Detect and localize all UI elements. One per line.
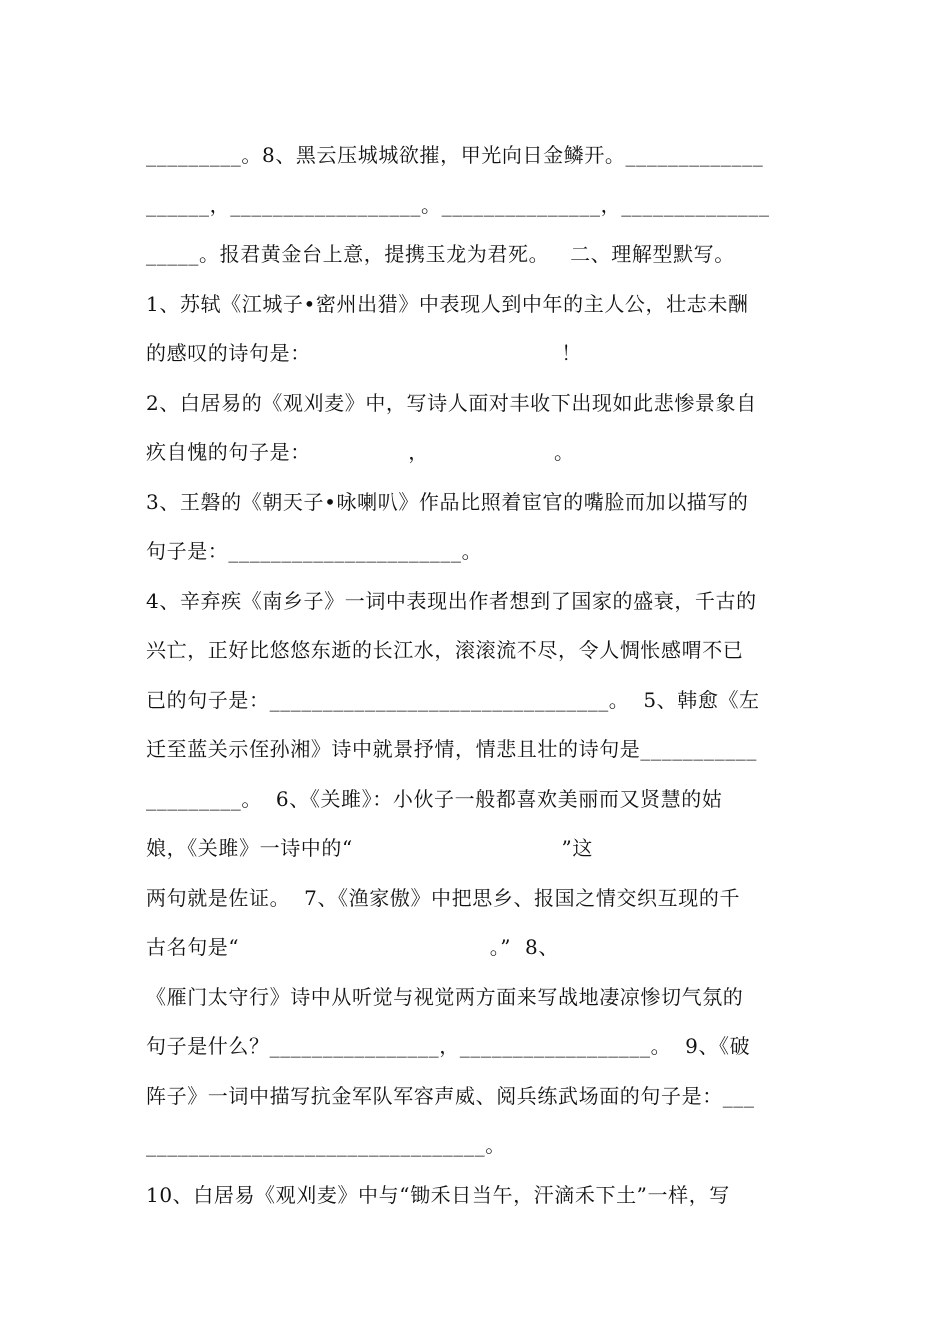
text-line: 古名句是“ 。” 8、 [146,935,559,959]
text-line: 已的句子是：________________________________。 5、韩愈《左 [146,688,760,712]
text-line: ______，__________________。_______________，______________ [146,193,770,217]
text-line: ________________________________。 [146,1133,506,1157]
text-line: 阵子》一词中描写抗金军队军容声威、阅兵练武场面的句子是：___ [146,1084,755,1108]
text-line: 4、辛弃疾《南乡子》一词中表现出作者想到了国家的盛衰，千古的 [146,589,757,613]
text-line: 的感叹的诗句是： ！ [146,341,582,365]
text-line: _____。报君黄金台上意，提携玉龙为君死。 二、理解型默写。 [146,242,735,266]
text-line: 娘，《关雎》一诗中的“ ”这 [146,836,593,860]
text-line: _________。8、黑云压城城欲摧，甲光向日金鳞开。_____________ [146,143,764,167]
text-line: 10、白居易《观刈麦》中与“锄禾日当午，汗滴禾下土”一样，写 [146,1183,730,1207]
text-line: 《雁门太守行》诗中从听觉与视觉两方面来写战地凄凉惨切气氛的 [146,985,744,1009]
text-line: 兴亡，正好比悠悠东逝的长江水，滚滚流不尽，令人惆怅感喟不已 [146,638,744,662]
text-line: 迁至蓝关示侄孙湘》诗中就景抒情，情悲且壮的诗句是___________ [146,737,757,761]
text-line: _________。 6、《关雎》：小伙子一般都喜欢美丽而又贤慧的姑 [146,787,723,811]
text-line: 疚自愧的句子是： ， 。 [146,440,575,464]
text-line: 3、王磐的《朝天子•咏喇叭》作品比照着宦官的嘴脸而加以描写的 [146,490,749,514]
text-line: 1、苏轼《江城子•密州出猎》中表现人到中年的主人公，壮志未酬 [146,292,749,316]
text-line: 两句就是佐证。 7、《渔家傲》中把思乡、报国之情交织互现的千 [146,886,741,910]
text-line: 句子是：______________________。 [146,539,483,563]
text-line: 2、白居易的《观刈麦》中，写诗人面对丰收下出现如此悲惨景象自 [146,391,757,415]
text-line: 句子是什么？________________，__________________。 9、《破 [146,1034,751,1058]
